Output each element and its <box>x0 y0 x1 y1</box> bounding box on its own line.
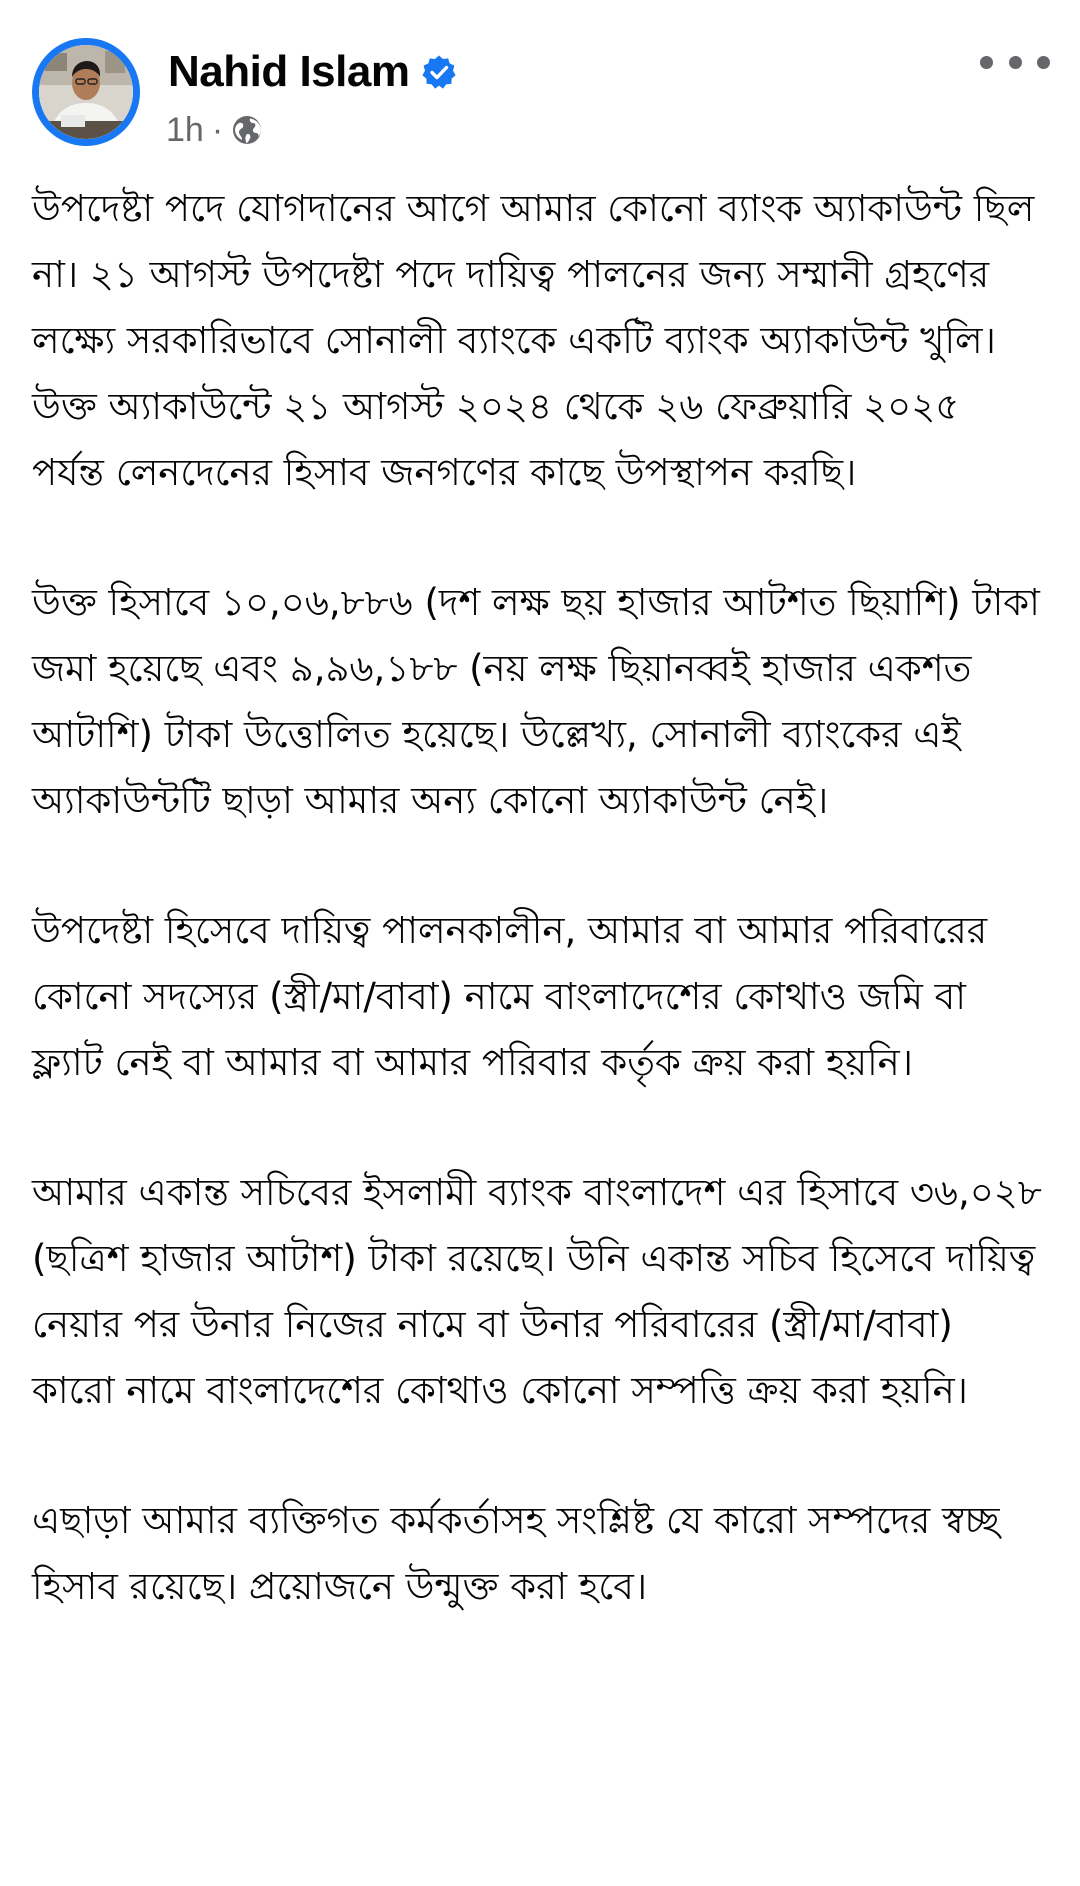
post-paragraph: উক্ত হিসাবে ১০,০৬,৮৮৬ (দশ লক্ষ ছয় হাজার আটশত ছিয়াশি) টাকা জমা হয়েছে এবং ৯,৯৬,১৮৮ (নয় লক্ষ ছিয়ানব্বই হাজার একশত আটাশি) টাকা উত্তোলিত হয়েছে। উল্লেখ্য, সোনালী ব্যাংকের এই অ্যাকাউন্টটি ছাড়া আমার অন্য কোনো অ্যাকাউন্ট নেই। <box>32 581 1040 822</box>
author-row <box>168 44 457 100</box>
post-paragraph: উপদেষ্টা হিসেবে দায়িত্ব পালনকালীন, আমার বা আমার পরিবারের কোনো সদস্যের (স্ত্রী/মা/বাবা) নামে বাংলাদেশের কোথাও জমি বা ফ্ল্যাট নেই বা আমার বা আমার পরিবার কর্তৃক ক্রয় করা হয়নি। <box>32 909 988 1084</box>
more-options-icon <box>980 56 993 69</box>
post-meta <box>166 108 263 152</box>
meta-separator: · <box>211 110 224 149</box>
globe-icon[interactable] <box>231 114 263 146</box>
post-time[interactable]: 1h <box>166 110 204 149</box>
post-paragraph: এছাড়া আমার ব্যক্তিগত কর্মকর্তাসহ সংশ্লিষ্ট যে কারো সম্পদের স্বচ্ছ হিসাব রয়েছে। প্রয়োজনে উন্মুক্ত করা হবে। <box>32 1499 1000 1608</box>
profile-photo <box>39 45 133 139</box>
more-options-button[interactable] <box>980 44 1050 80</box>
post-text <box>32 176 1042 1684</box>
profile-photo-icon <box>39 45 133 139</box>
avatar[interactable] <box>32 38 140 146</box>
more-options-dot <box>1037 56 1050 69</box>
post-paragraph: উপদেষ্টা পদে যোগদানের আগে আমার কোনো ব্যাংক অ্যাকাউন্ট ছিল না। ২১ আগস্ট উপদেষ্টা পদে দায়িত্ব পালনের জন্য সম্মানী গ্রহণের লক্ষ্যে সরকারিভাবে সোনালী ব্যাংকে একটি ব্যাংক অ্যাকাউন্ট খুলি। উক্ত অ্যাকাউন্টে ২১ আগস্ট ২০২৪ থেকে ২৬ ফেব্রুয়ারি ২০২৫ পর্যন্ত লেনদেনের হিসাব জনগণের কাছে উপস্থাপন করছি। <box>32 187 1035 494</box>
post-paragraph: আমার একান্ত সচিবের ইসলামী ব্যাংক বাংলাদেশ এর হিসাবে ৩৬,০২৮ (ছত্রিশ হাজার আটাশ) টাকা রয়েছে। উনি একান্ত সচিব হিসেবে দায়িত্ব নেয়ার পর উনার নিজের নামে বা উনার পরিবারের (স্ত্রী/মা/বাবা) কারো নামে বাংলাদেশের কোথাও কোনো সম্পত্তি ক্রয় করা হয়নি। <box>32 1171 1042 1412</box>
more-options-dot <box>1009 56 1022 69</box>
post-header <box>0 0 1080 160</box>
author-name[interactable]: Nahid Islam <box>168 47 410 96</box>
verified-badge-icon <box>421 54 457 90</box>
